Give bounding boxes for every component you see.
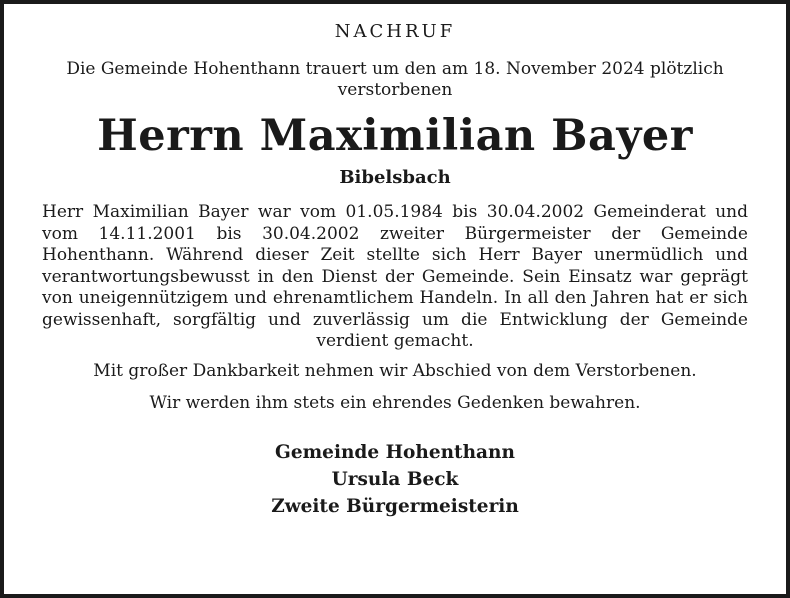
signature-block xyxy=(42,439,748,520)
remembrance-text: Wir werden ihm stets ein ehrendes Gedenken bewahren. xyxy=(149,392,641,413)
tribute-text: Herr Maximilian Bayer war vom 01.05.1984 bis 30.04.2002 Gemeinderat und vom 14.11.2001 bis 30.04.2002 zweiter Bürgermeister der Gemeinde Hohenthann. Während dieser Zeit stellte sich Herr Bayer unermüdlich und verantwortungsbewusst in den Dienst der Gemeinde. Sein Einsatz war geprägt von uneigennützigem und ehrenamtlichem Handeln. In all den Jahren hat er sich gewissenhaft, sorgfältig und zuverlässig um die Entwicklung der Gemeinde verdient gemacht. xyxy=(42,202,748,351)
deceased-place: Bibelsbach xyxy=(339,167,451,188)
signature-role: Zweite Bürgermeisterin xyxy=(271,495,519,517)
signature-organization: Gemeinde Hohenthann xyxy=(275,441,515,463)
intro-text: Die Gemeinde Hohenthann trauert um den am 18. November 2024 plötzlich verstorbenen xyxy=(66,59,724,100)
notice-label: NACHRUF xyxy=(334,21,456,42)
farewell-text: Mit großer Dankbarkeit nehmen wir Abschied von dem Verstorbenen. xyxy=(93,360,697,381)
signature-person: Ursula Beck xyxy=(331,468,459,490)
deceased-name: Herrn Maximilian Bayer xyxy=(97,111,693,161)
